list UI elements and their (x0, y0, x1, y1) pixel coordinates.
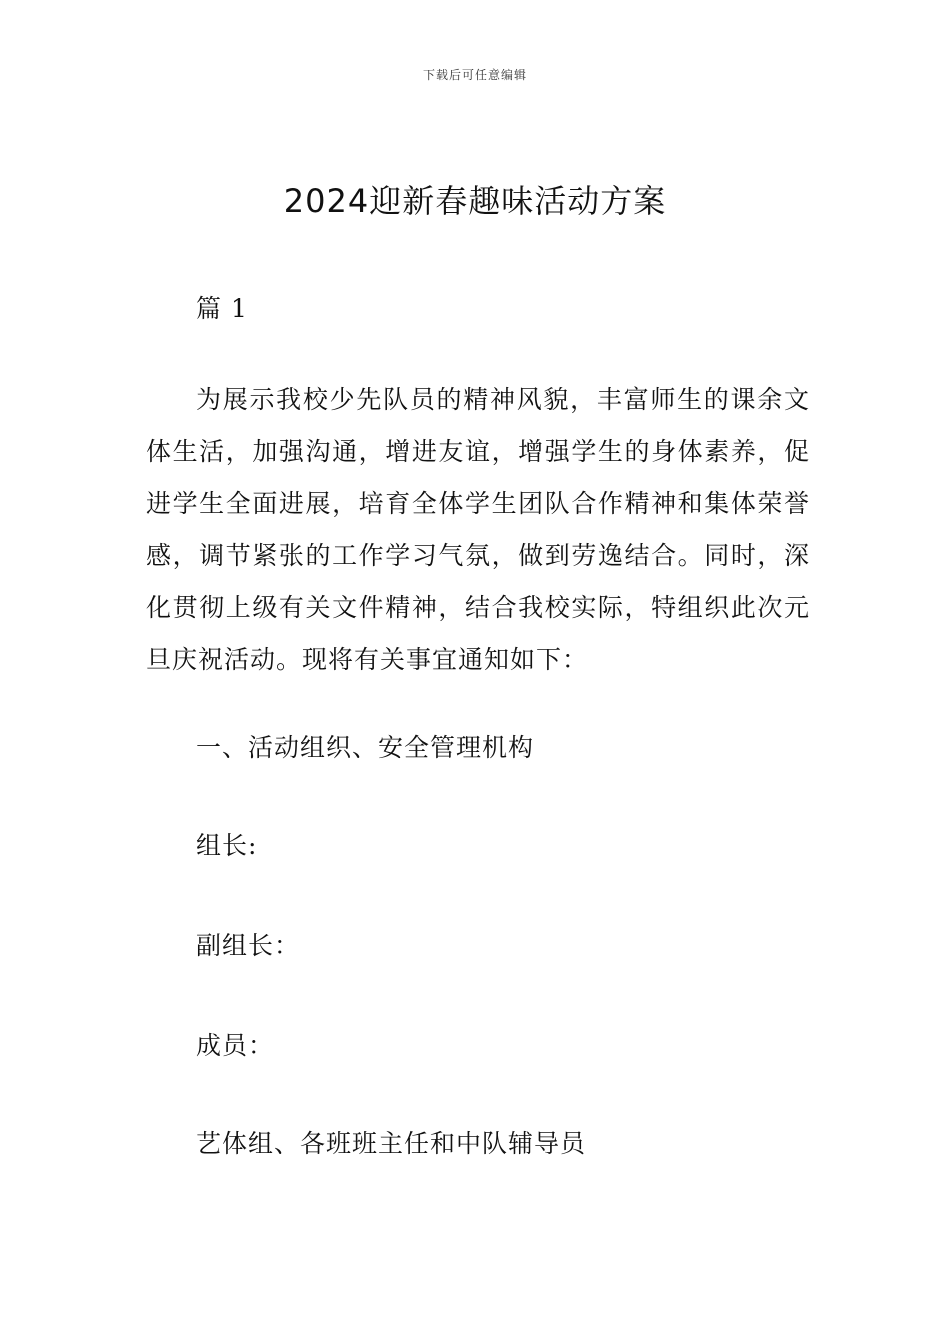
chapter-label: 篇 1 (196, 294, 248, 323)
intro-paragraph: 为展示我校少先队员的精神风貌，丰富师生的课余文体生活，加强沟通，增进友谊，增强学生的身体素养，促进学生全面进展，培育全体学生团队合作精神和集体荣誉感，调节紧张的工作学习气氛，做到劳逸结合。同时，深化贯彻上级有关文件精神，结合我校实际，特组织此次元旦庆祝活动。现将有关事宜通知如下： (146, 385, 810, 674)
document-title: 2024迎新春趣味活动方案 (283, 182, 667, 220)
deputy-leader-label: 副组长： (196, 931, 301, 960)
page-header-note: 下载后可任意编辑 (422, 68, 527, 82)
leader-label: 组长: (196, 831, 258, 860)
members-groups-text: 艺体组、各班班主任和中队辅导员 (196, 1129, 587, 1158)
section-heading-organization: 一、活动组织、安全管理机构 (196, 733, 535, 762)
members-label: 成员： (196, 1031, 275, 1060)
